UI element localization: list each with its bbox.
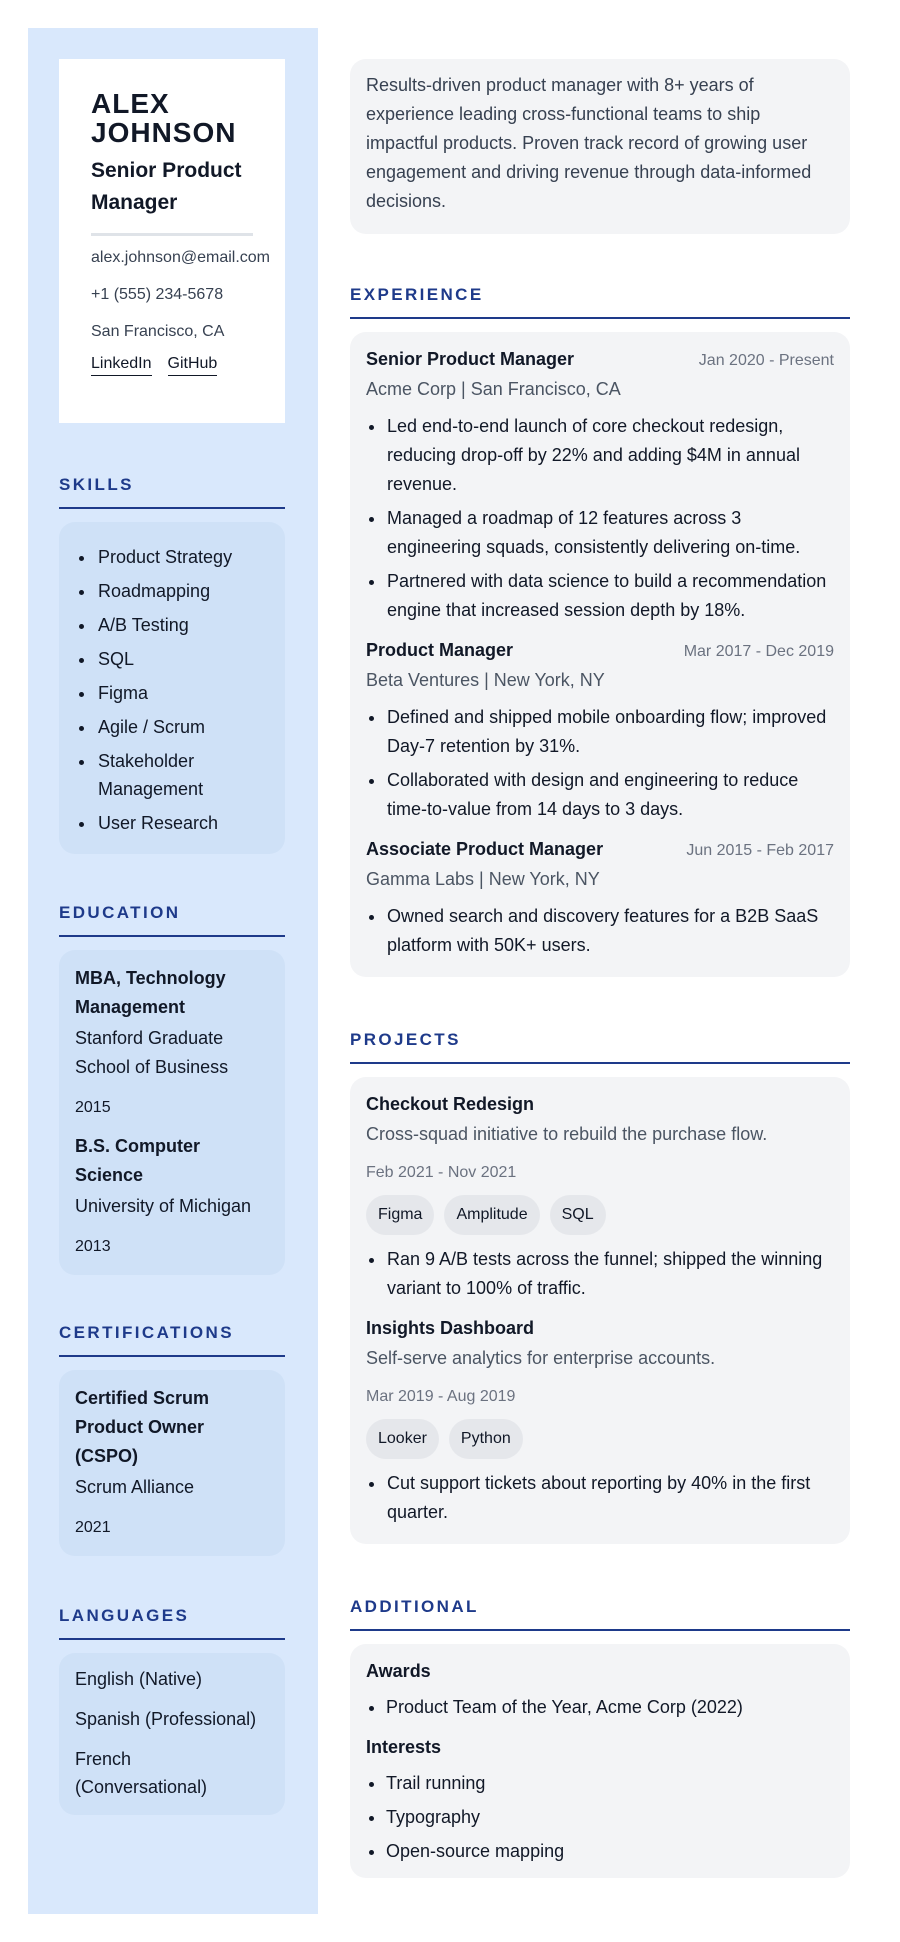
- projects-heading: PROJECTS: [350, 1030, 850, 1064]
- job-header: [366, 346, 834, 372]
- language-item: Spanish (Professional): [75, 1709, 257, 1729]
- job-title: [91, 155, 285, 219]
- job-dates: Jan 2020 - Present: [698, 352, 834, 369]
- languages-heading: LANGUAGES: [59, 1606, 285, 1640]
- skill-item: • Agile / Scrum: [96, 710, 285, 744]
- skills-list: [59, 522, 285, 854]
- skill-item: • Stakeholder Management: [96, 747, 285, 803]
- job-header: [366, 637, 834, 663]
- education-box: [59, 950, 285, 1275]
- certification-year: 2021: [75, 1519, 111, 1536]
- project-bullet: • Cut support tickets about reporting by 40% in the first quarter.: [386, 1469, 834, 1527]
- skills-section: [59, 475, 285, 854]
- job-bullets: [366, 412, 834, 625]
- name-first: ALEX: [91, 88, 170, 119]
- school-name: Stanford Graduate School of Business: [75, 1028, 229, 1077]
- projects-section: [350, 1030, 850, 1544]
- school-name: University of Michigan: [75, 1196, 252, 1216]
- degree-name: B.S. Computer Science: [75, 1136, 201, 1185]
- experience-heading: EXPERIENCE: [350, 285, 850, 319]
- project-tags: [366, 1195, 834, 1235]
- linkedin-link[interactable]: LinkedIn: [91, 355, 152, 376]
- certification-issuer: Scrum Alliance: [75, 1477, 195, 1497]
- job-entry: [366, 346, 834, 625]
- languages-section: [59, 1606, 285, 1815]
- skill-item: • SQL: [96, 642, 285, 676]
- awards-list: [366, 1690, 834, 1724]
- job-bullet: • Led end-to-end launch of core checkout redesign, reducing drop-off by 22% and adding $4M in annual revenue.: [386, 412, 834, 499]
- additional-heading: ADDITIONAL: [350, 1597, 850, 1631]
- project-dates: Mar 2019 - Aug 2019: [366, 1388, 516, 1405]
- tag-chip: SQL: [550, 1195, 606, 1235]
- project-bullets: [366, 1469, 834, 1527]
- tag-chip: Python: [449, 1419, 523, 1459]
- education-item: [75, 964, 269, 1118]
- language-item: English (Native): [75, 1669, 203, 1689]
- tag-chip: Amplitude: [444, 1195, 539, 1235]
- job-role: Product Manager: [366, 640, 514, 660]
- graduation-year: 2013: [75, 1238, 111, 1255]
- experience-card: [350, 332, 850, 977]
- education-heading: EDUCATION: [59, 903, 285, 937]
- interests-heading: Interests: [366, 1737, 442, 1757]
- certifications-heading: CERTIFICATIONS: [59, 1323, 285, 1357]
- project-dates: Feb 2021 - Nov 2021: [366, 1164, 517, 1181]
- job-bullets: [366, 902, 834, 960]
- project-entry: [366, 1091, 834, 1303]
- job-title-line1: Senior Product: [91, 159, 242, 182]
- tag-chip: Looker: [366, 1419, 439, 1459]
- header-divider: [91, 233, 253, 236]
- project-title: Insights Dashboard: [366, 1318, 535, 1338]
- languages-box: [59, 1653, 285, 1815]
- summary-card: Results-driven product manager with 8+ years of experience leading cross-functional teams to ship impactful products. Proven track record of growing user engagement and driving revenue through data-informed decisions.: [350, 59, 850, 234]
- sidebar: [28, 28, 318, 1914]
- job-header: [366, 836, 834, 862]
- degree-name: MBA, Technology Management: [75, 968, 226, 1017]
- certifications-box: [59, 1370, 285, 1556]
- job-bullet: • Collaborated with design and engineering to reduce time-to-value from 14 days to 3 days.: [386, 766, 834, 824]
- main-column: [350, 59, 850, 1878]
- project-tags: [366, 1419, 834, 1459]
- location-text: San Francisco, CA: [91, 323, 225, 340]
- job-bullet: • Managed a roadmap of 12 features across 3 engineering squads, consistently delivering on-time.: [386, 504, 834, 562]
- job-dates: Jun 2015 - Feb 2017: [686, 842, 834, 859]
- project-bullet: • Ran 9 A/B tests across the funnel; shipped the winning variant to 100% of traffic.: [386, 1245, 834, 1303]
- skill-item: • User Research: [96, 806, 285, 840]
- education-item: [75, 1132, 269, 1257]
- additional-section: [350, 1597, 850, 1878]
- language-item: French (Conversational): [75, 1749, 208, 1797]
- job-entry: [366, 637, 834, 824]
- name-heading: [91, 89, 285, 147]
- job-company: Acme Corp | San Francisco, CA: [366, 379, 621, 399]
- interest-item: • Open-source mapping: [386, 1834, 834, 1868]
- project-description: Cross-squad initiative to rebuild the purchase flow.: [366, 1124, 768, 1144]
- job-bullet: • Owned search and discovery features for a B2B SaaS platform with 50K+ users.: [386, 902, 834, 960]
- project-bullets: [366, 1245, 834, 1303]
- additional-card: [350, 1644, 850, 1878]
- job-role: Associate Product Manager: [366, 839, 604, 859]
- github-link[interactable]: GitHub: [168, 355, 218, 376]
- job-bullet: • Partnered with data science to build a recommendation engine that increased session depth by 18%.: [386, 567, 834, 625]
- skills-box: [59, 522, 285, 854]
- job-title-line2: Manager: [91, 191, 178, 214]
- interest-item: • Typography: [386, 1800, 834, 1834]
- job-role: Senior Product Manager: [366, 349, 575, 369]
- skills-heading: SKILLS: [59, 475, 285, 509]
- job-company: Beta Ventures | New York, NY: [366, 670, 605, 690]
- awards-heading: Awards: [366, 1661, 431, 1681]
- name-last: JOHNSON: [91, 117, 237, 148]
- email-text: alex.johnson@email.com: [91, 249, 270, 266]
- skill-item: • Figma: [96, 676, 285, 710]
- job-bullets: [366, 703, 834, 824]
- job-entry: [366, 836, 834, 960]
- certifications-section: [59, 1323, 285, 1556]
- job-bullet: • Defined and shipped mobile onboarding flow; improved Day-7 retention by 31%.: [386, 703, 834, 761]
- award-item: • Product Team of the Year, Acme Corp (2022): [386, 1690, 834, 1724]
- interest-item: • Trail running: [386, 1766, 834, 1800]
- projects-card: [350, 1077, 850, 1544]
- job-dates: Mar 2017 - Dec 2019: [683, 643, 834, 660]
- skill-item: • A/B Testing: [96, 608, 285, 642]
- skill-item: • Roadmapping: [96, 574, 285, 608]
- identity-card: [59, 59, 285, 423]
- experience-section: [350, 285, 850, 977]
- job-company: Gamma Labs | New York, NY: [366, 869, 600, 889]
- graduation-year: 2015: [75, 1099, 111, 1116]
- profile-links: [91, 355, 285, 376]
- skill-item: • Product Strategy: [96, 540, 285, 574]
- tag-chip: Figma: [366, 1195, 434, 1235]
- education-section: [59, 903, 285, 1275]
- phone-text: +1 (555) 234-5678: [91, 286, 224, 303]
- project-description: Self-serve analytics for enterprise accounts.: [366, 1348, 716, 1368]
- project-entry: [366, 1315, 834, 1527]
- interests-list: [366, 1766, 834, 1868]
- project-title: Checkout Redesign: [366, 1094, 535, 1114]
- certification-name: Certified Scrum Product Owner (CSPO): [75, 1388, 210, 1466]
